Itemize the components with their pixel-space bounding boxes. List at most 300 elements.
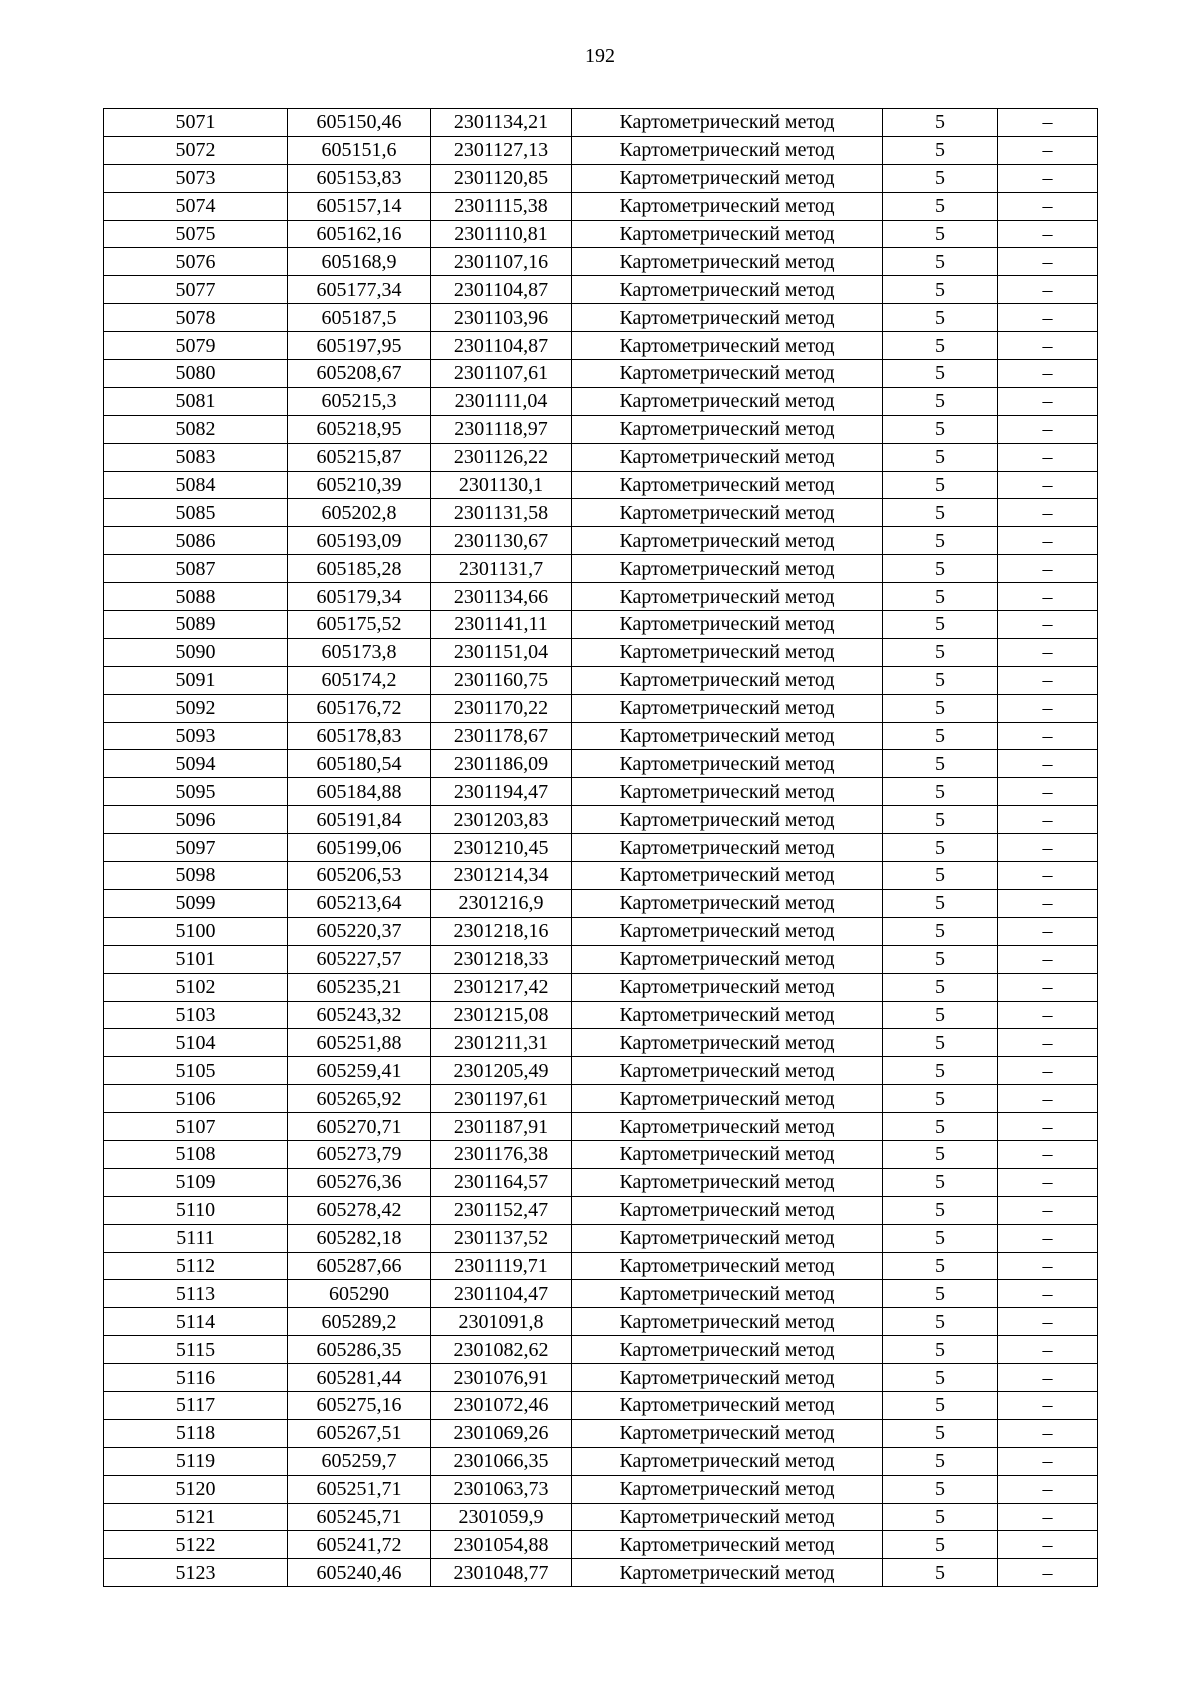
table-row (104, 1419, 1098, 1447)
accuracy-cell: 5 (883, 1419, 998, 1447)
point-number-cell: 5086 (104, 527, 288, 555)
table-row (104, 917, 1098, 945)
point-number-cell: 5120 (104, 1475, 288, 1503)
note-cell: – (998, 136, 1098, 164)
accuracy-cell: 5 (883, 694, 998, 722)
point-number-cell: 5081 (104, 387, 288, 415)
method-cell: Картометрический метод (572, 1475, 883, 1503)
point-number-cell: 5112 (104, 1252, 288, 1280)
point-number-cell: 5118 (104, 1419, 288, 1447)
note-cell: – (998, 1419, 1098, 1447)
point-number-cell: 5073 (104, 164, 288, 192)
note-cell: – (998, 248, 1098, 276)
y-coordinate-cell: 2301104,87 (431, 276, 572, 304)
note-cell: – (998, 583, 1098, 611)
point-number-cell: 5088 (104, 583, 288, 611)
point-number-cell: 5085 (104, 499, 288, 527)
table-row (104, 806, 1098, 834)
y-coordinate-cell: 2301104,47 (431, 1280, 572, 1308)
x-coordinate-cell: 605287,66 (288, 1252, 431, 1280)
accuracy-cell: 5 (883, 1336, 998, 1364)
x-coordinate-cell: 605281,44 (288, 1364, 431, 1392)
y-coordinate-cell: 2301176,38 (431, 1140, 572, 1168)
x-coordinate-cell: 605213,64 (288, 889, 431, 917)
y-coordinate-cell: 2301127,13 (431, 136, 572, 164)
note-cell: – (998, 1085, 1098, 1113)
point-number-cell: 5100 (104, 917, 288, 945)
point-number-cell: 5104 (104, 1029, 288, 1057)
method-cell: Картометрический метод (572, 471, 883, 499)
table-row (104, 1001, 1098, 1029)
point-number-cell: 5092 (104, 694, 288, 722)
point-number-cell: 5094 (104, 750, 288, 778)
note-cell: – (998, 1336, 1098, 1364)
accuracy-cell: 5 (883, 1140, 998, 1168)
method-cell: Картометрический метод (572, 1196, 883, 1224)
point-number-cell: 5071 (104, 109, 288, 137)
y-coordinate-cell: 2301197,61 (431, 1085, 572, 1113)
table-row (104, 1252, 1098, 1280)
x-coordinate-cell: 605153,83 (288, 164, 431, 192)
y-coordinate-cell: 2301082,62 (431, 1336, 572, 1364)
x-coordinate-cell: 605179,34 (288, 583, 431, 611)
accuracy-cell: 5 (883, 248, 998, 276)
table-row (104, 722, 1098, 750)
method-cell: Картометрический метод (572, 415, 883, 443)
y-coordinate-cell: 2301072,46 (431, 1391, 572, 1419)
table-row (104, 611, 1098, 639)
table-row (104, 1559, 1098, 1587)
note-cell: – (998, 304, 1098, 332)
table-row (104, 220, 1098, 248)
method-cell: Картометрический метод (572, 1391, 883, 1419)
point-number-cell: 5103 (104, 1001, 288, 1029)
x-coordinate-cell: 605290 (288, 1280, 431, 1308)
y-coordinate-cell: 2301215,08 (431, 1001, 572, 1029)
table-row (104, 304, 1098, 332)
y-coordinate-cell: 2301218,16 (431, 917, 572, 945)
y-coordinate-cell: 2301069,26 (431, 1419, 572, 1447)
table-row (104, 164, 1098, 192)
x-coordinate-cell: 605168,9 (288, 248, 431, 276)
x-coordinate-cell: 605267,51 (288, 1419, 431, 1447)
y-coordinate-cell: 2301104,87 (431, 332, 572, 360)
table-row (104, 778, 1098, 806)
accuracy-cell: 5 (883, 1280, 998, 1308)
note-cell: – (998, 443, 1098, 471)
y-coordinate-cell: 2301205,49 (431, 1057, 572, 1085)
table-row (104, 332, 1098, 360)
note-cell: – (998, 611, 1098, 639)
y-coordinate-cell: 2301119,71 (431, 1252, 572, 1280)
point-number-cell: 5113 (104, 1280, 288, 1308)
table-row (104, 1391, 1098, 1419)
note-cell: – (998, 415, 1098, 443)
method-cell: Картометрический метод (572, 276, 883, 304)
point-number-cell: 5110 (104, 1196, 288, 1224)
y-coordinate-cell: 2301059,9 (431, 1503, 572, 1531)
y-coordinate-cell: 2301107,61 (431, 360, 572, 388)
note-cell: – (998, 694, 1098, 722)
table-row (104, 638, 1098, 666)
x-coordinate-cell: 605151,6 (288, 136, 431, 164)
method-cell: Картометрический метод (572, 1531, 883, 1559)
table-row (104, 360, 1098, 388)
y-coordinate-cell: 2301130,1 (431, 471, 572, 499)
note-cell: – (998, 1113, 1098, 1141)
method-cell: Картометрический метод (572, 1336, 883, 1364)
y-coordinate-cell: 2301054,88 (431, 1531, 572, 1559)
x-coordinate-cell: 605199,06 (288, 834, 431, 862)
accuracy-cell: 5 (883, 973, 998, 1001)
method-cell: Картометрический метод (572, 1001, 883, 1029)
point-number-cell: 5117 (104, 1391, 288, 1419)
method-cell: Картометрический метод (572, 806, 883, 834)
point-number-cell: 5115 (104, 1336, 288, 1364)
note-cell: – (998, 945, 1098, 973)
method-cell: Картометрический метод (572, 499, 883, 527)
accuracy-cell: 5 (883, 917, 998, 945)
method-cell: Картометрический метод (572, 583, 883, 611)
point-number-cell: 5109 (104, 1168, 288, 1196)
y-coordinate-cell: 2301152,47 (431, 1196, 572, 1224)
accuracy-cell: 5 (883, 722, 998, 750)
table-row (104, 834, 1098, 862)
x-coordinate-cell: 605191,84 (288, 806, 431, 834)
point-number-cell: 5072 (104, 136, 288, 164)
x-coordinate-cell: 605273,79 (288, 1140, 431, 1168)
point-number-cell: 5074 (104, 192, 288, 220)
note-cell: – (998, 973, 1098, 1001)
note-cell: – (998, 834, 1098, 862)
y-coordinate-cell: 2301131,7 (431, 555, 572, 583)
table-row (104, 1224, 1098, 1252)
note-cell: – (998, 1391, 1098, 1419)
accuracy-cell: 5 (883, 136, 998, 164)
x-coordinate-cell: 605184,88 (288, 778, 431, 806)
point-number-cell: 5091 (104, 666, 288, 694)
point-number-cell: 5078 (104, 304, 288, 332)
y-coordinate-cell: 2301076,91 (431, 1364, 572, 1392)
y-coordinate-cell: 2301141,11 (431, 611, 572, 639)
method-cell: Картометрический метод (572, 1085, 883, 1113)
x-coordinate-cell: 605227,57 (288, 945, 431, 973)
point-number-cell: 5084 (104, 471, 288, 499)
y-coordinate-cell: 2301211,31 (431, 1029, 572, 1057)
x-coordinate-cell: 605193,09 (288, 527, 431, 555)
accuracy-cell: 5 (883, 834, 998, 862)
note-cell: – (998, 164, 1098, 192)
x-coordinate-cell: 605218,95 (288, 415, 431, 443)
coordinates-table (103, 108, 1098, 1587)
accuracy-cell: 5 (883, 1001, 998, 1029)
accuracy-cell: 5 (883, 1308, 998, 1336)
note-cell: – (998, 1475, 1098, 1503)
method-cell: Картометрический метод (572, 1364, 883, 1392)
point-number-cell: 5123 (104, 1559, 288, 1587)
method-cell: Картометрический метод (572, 248, 883, 276)
table-row (104, 276, 1098, 304)
accuracy-cell: 5 (883, 499, 998, 527)
accuracy-cell: 5 (883, 220, 998, 248)
x-coordinate-cell: 605187,5 (288, 304, 431, 332)
x-coordinate-cell: 605215,3 (288, 387, 431, 415)
method-cell: Картометрический метод (572, 917, 883, 945)
y-coordinate-cell: 2301048,77 (431, 1559, 572, 1587)
table-row (104, 1531, 1098, 1559)
y-coordinate-cell: 2301170,22 (431, 694, 572, 722)
x-coordinate-cell: 605289,2 (288, 1308, 431, 1336)
table-row (104, 415, 1098, 443)
y-coordinate-cell: 2301115,38 (431, 192, 572, 220)
note-cell: – (998, 1280, 1098, 1308)
accuracy-cell: 5 (883, 1559, 998, 1587)
accuracy-cell: 5 (883, 1029, 998, 1057)
note-cell: – (998, 527, 1098, 555)
accuracy-cell: 5 (883, 611, 998, 639)
point-number-cell: 5096 (104, 806, 288, 834)
point-number-cell: 5114 (104, 1308, 288, 1336)
method-cell: Картометрический метод (572, 611, 883, 639)
method-cell: Картометрический метод (572, 1308, 883, 1336)
method-cell: Картометрический метод (572, 1252, 883, 1280)
x-coordinate-cell: 605251,88 (288, 1029, 431, 1057)
note-cell: – (998, 638, 1098, 666)
note-cell: – (998, 555, 1098, 583)
point-number-cell: 5101 (104, 945, 288, 973)
point-number-cell: 5083 (104, 443, 288, 471)
method-cell: Картометрический метод (572, 750, 883, 778)
accuracy-cell: 5 (883, 778, 998, 806)
x-coordinate-cell: 605150,46 (288, 109, 431, 137)
point-number-cell: 5076 (104, 248, 288, 276)
table-row (104, 1140, 1098, 1168)
y-coordinate-cell: 2301118,97 (431, 415, 572, 443)
x-coordinate-cell: 605202,8 (288, 499, 431, 527)
method-cell: Картометрический метод (572, 304, 883, 332)
x-coordinate-cell: 605180,54 (288, 750, 431, 778)
note-cell: – (998, 220, 1098, 248)
accuracy-cell: 5 (883, 1391, 998, 1419)
accuracy-cell: 5 (883, 1503, 998, 1531)
note-cell: – (998, 1168, 1098, 1196)
table-row (104, 1364, 1098, 1392)
y-coordinate-cell: 2301203,83 (431, 806, 572, 834)
y-coordinate-cell: 2301137,52 (431, 1224, 572, 1252)
x-coordinate-cell: 605259,41 (288, 1057, 431, 1085)
note-cell: – (998, 750, 1098, 778)
table-row (104, 750, 1098, 778)
point-number-cell: 5111 (104, 1224, 288, 1252)
note-cell: – (998, 1252, 1098, 1280)
method-cell: Картометрический метод (572, 555, 883, 583)
point-number-cell: 5082 (104, 415, 288, 443)
accuracy-cell: 5 (883, 1168, 998, 1196)
accuracy-cell: 5 (883, 555, 998, 583)
x-coordinate-cell: 605282,18 (288, 1224, 431, 1252)
note-cell: – (998, 862, 1098, 890)
note-cell: – (998, 1308, 1098, 1336)
table-row (104, 666, 1098, 694)
point-number-cell: 5080 (104, 360, 288, 388)
x-coordinate-cell: 605245,71 (288, 1503, 431, 1531)
accuracy-cell: 5 (883, 806, 998, 834)
y-coordinate-cell: 2301091,8 (431, 1308, 572, 1336)
point-number-cell: 5093 (104, 722, 288, 750)
point-number-cell: 5089 (104, 611, 288, 639)
y-coordinate-cell: 2301111,04 (431, 387, 572, 415)
method-cell: Картометрический метод (572, 945, 883, 973)
note-cell: – (998, 1196, 1098, 1224)
table-row (104, 889, 1098, 917)
point-number-cell: 5102 (104, 973, 288, 1001)
table-row (104, 583, 1098, 611)
method-cell: Картометрический метод (572, 694, 883, 722)
method-cell: Картометрический метод (572, 1447, 883, 1475)
table-row (104, 387, 1098, 415)
accuracy-cell: 5 (883, 750, 998, 778)
method-cell: Картометрический метод (572, 1280, 883, 1308)
point-number-cell: 5108 (104, 1140, 288, 1168)
note-cell: – (998, 1029, 1098, 1057)
method-cell: Картометрический метод (572, 1559, 883, 1587)
point-number-cell: 5116 (104, 1364, 288, 1392)
method-cell: Картометрический метод (572, 1057, 883, 1085)
note-cell: – (998, 471, 1098, 499)
method-cell: Картометрический метод (572, 443, 883, 471)
method-cell: Картометрический метод (572, 332, 883, 360)
method-cell: Картометрический метод (572, 722, 883, 750)
accuracy-cell: 5 (883, 1364, 998, 1392)
y-coordinate-cell: 2301110,81 (431, 220, 572, 248)
y-coordinate-cell: 2301066,35 (431, 1447, 572, 1475)
note-cell: – (998, 1447, 1098, 1475)
point-number-cell: 5087 (104, 555, 288, 583)
accuracy-cell: 5 (883, 1252, 998, 1280)
table-row (104, 973, 1098, 1001)
accuracy-cell: 5 (883, 276, 998, 304)
table-row (104, 527, 1098, 555)
point-number-cell: 5106 (104, 1085, 288, 1113)
y-coordinate-cell: 2301134,66 (431, 583, 572, 611)
table-row (104, 1475, 1098, 1503)
x-coordinate-cell: 605206,53 (288, 862, 431, 890)
table-row (104, 443, 1098, 471)
note-cell: – (998, 332, 1098, 360)
table-row (104, 1085, 1098, 1113)
table-row (104, 1336, 1098, 1364)
table-row (104, 1057, 1098, 1085)
method-cell: Картометрический метод (572, 889, 883, 917)
method-cell: Картометрический метод (572, 220, 883, 248)
x-coordinate-cell: 605178,83 (288, 722, 431, 750)
accuracy-cell: 5 (883, 415, 998, 443)
table-row (104, 1168, 1098, 1196)
point-number-cell: 5121 (104, 1503, 288, 1531)
table-row (104, 862, 1098, 890)
x-coordinate-cell: 605259,7 (288, 1447, 431, 1475)
y-coordinate-cell: 2301120,85 (431, 164, 572, 192)
method-cell: Картометрический метод (572, 1168, 883, 1196)
accuracy-cell: 5 (883, 1447, 998, 1475)
table-row (104, 1113, 1098, 1141)
y-coordinate-cell: 2301151,04 (431, 638, 572, 666)
x-coordinate-cell: 605174,2 (288, 666, 431, 694)
x-coordinate-cell: 605270,71 (288, 1113, 431, 1141)
method-cell: Картометрический метод (572, 834, 883, 862)
x-coordinate-cell: 605240,46 (288, 1559, 431, 1587)
method-cell: Картометрический метод (572, 1503, 883, 1531)
note-cell: – (998, 499, 1098, 527)
method-cell: Картометрический метод (572, 638, 883, 666)
x-coordinate-cell: 605215,87 (288, 443, 431, 471)
y-coordinate-cell: 2301194,47 (431, 778, 572, 806)
note-cell: – (998, 778, 1098, 806)
y-coordinate-cell: 2301187,91 (431, 1113, 572, 1141)
accuracy-cell: 5 (883, 1113, 998, 1141)
method-cell: Картометрический метод (572, 1224, 883, 1252)
method-cell: Картометрический метод (572, 778, 883, 806)
point-number-cell: 5079 (104, 332, 288, 360)
table-row (104, 694, 1098, 722)
table-row (104, 1447, 1098, 1475)
accuracy-cell: 5 (883, 471, 998, 499)
accuracy-cell: 5 (883, 583, 998, 611)
accuracy-cell: 5 (883, 360, 998, 388)
note-cell: – (998, 1140, 1098, 1168)
x-coordinate-cell: 605220,37 (288, 917, 431, 945)
accuracy-cell: 5 (883, 1057, 998, 1085)
note-cell: – (998, 109, 1098, 137)
y-coordinate-cell: 2301210,45 (431, 834, 572, 862)
coordinates-table-body (104, 109, 1098, 1587)
point-number-cell: 5107 (104, 1113, 288, 1141)
table-row (104, 499, 1098, 527)
point-number-cell: 5098 (104, 862, 288, 890)
x-coordinate-cell: 605243,32 (288, 1001, 431, 1029)
y-coordinate-cell: 2301186,09 (431, 750, 572, 778)
table-row (104, 248, 1098, 276)
note-cell: – (998, 387, 1098, 415)
note-cell: – (998, 1364, 1098, 1392)
accuracy-cell: 5 (883, 1196, 998, 1224)
note-cell: – (998, 276, 1098, 304)
page-number: 192 (585, 45, 615, 67)
table-row (104, 1029, 1098, 1057)
accuracy-cell: 5 (883, 332, 998, 360)
method-cell: Картометрический метод (572, 360, 883, 388)
accuracy-cell: 5 (883, 387, 998, 415)
y-coordinate-cell: 2301126,22 (431, 443, 572, 471)
note-cell: – (998, 889, 1098, 917)
point-number-cell: 5105 (104, 1057, 288, 1085)
point-number-cell: 5122 (104, 1531, 288, 1559)
x-coordinate-cell: 605276,36 (288, 1168, 431, 1196)
note-cell: – (998, 1057, 1098, 1085)
accuracy-cell: 5 (883, 666, 998, 694)
table-row (104, 471, 1098, 499)
note-cell: – (998, 1001, 1098, 1029)
y-coordinate-cell: 2301131,58 (431, 499, 572, 527)
method-cell: Картометрический метод (572, 862, 883, 890)
x-coordinate-cell: 605251,71 (288, 1475, 431, 1503)
y-coordinate-cell: 2301178,67 (431, 722, 572, 750)
x-coordinate-cell: 605275,16 (288, 1391, 431, 1419)
method-cell: Картометрический метод (572, 1419, 883, 1447)
accuracy-cell: 5 (883, 945, 998, 973)
accuracy-cell: 5 (883, 164, 998, 192)
x-coordinate-cell: 605210,39 (288, 471, 431, 499)
